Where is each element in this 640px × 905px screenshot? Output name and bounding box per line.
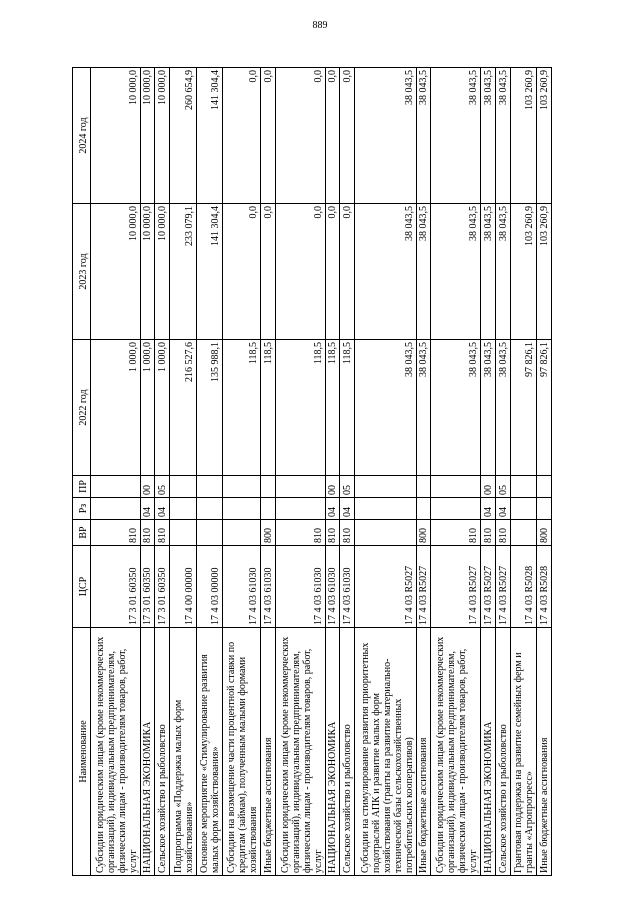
cell-csr: 17 4 03 R5027 [355,546,416,628]
cell-csr: 17 4 03 61030 [275,546,325,628]
cell-2023: 141 304,4 [196,204,222,340]
table-row [537,68,552,876]
cell-vr [196,520,222,546]
cell-name: Иные бюджетные ассигнования [416,628,431,876]
cell-2023: 10 000,0 [140,204,155,340]
cell-2023: 38 043,5 [355,204,416,340]
table-row [325,68,340,876]
cell-2024: 38 043,5 [416,68,431,204]
cell-name: Иные бюджетные ассигнования [537,628,552,876]
cell-rz: 04 [340,498,355,520]
cell-rz [170,498,196,520]
cell-rz [196,498,222,520]
cell-2022: 38 043,5 [416,340,431,476]
cell-name: НАЦИОНАЛЬНАЯ ЭКОНОМИКА [481,628,496,876]
cell-name: Субсидии юридическим лицам (кроме некоммерческих организаций), индивидуальным предпринимателям, физическим лицам - производителям товаров, работ, услуг [91,628,141,876]
cell-vr [355,520,416,546]
cell-name: Сельское хозяйство и рыболовство [340,628,355,876]
cell-2023: 233 079,1 [170,204,196,340]
cell-pr [170,476,196,498]
cell-pr [223,476,261,498]
cell-2024: 10 000,0 [91,68,141,204]
cell-2022: 118,5 [275,340,325,476]
table-row [431,68,481,876]
header-2024: 2024 год [73,68,91,204]
cell-pr [537,476,552,498]
cell-csr: 17 4 03 61030 [261,546,276,628]
cell-csr: 17 4 03 R5027 [431,546,481,628]
cell-2024: 38 043,5 [495,68,510,204]
cell-pr: 00 [140,476,155,498]
cell-vr: 810 [325,520,340,546]
cell-rz [223,498,261,520]
header-pr: ПР [73,476,91,498]
cell-2024: 0,0 [223,68,261,204]
cell-2024: 38 043,5 [355,68,416,204]
cell-vr: 810 [481,520,496,546]
cell-rz: 04 [325,498,340,520]
cell-rz [416,498,431,520]
cell-name: НАЦИОНАЛЬНАЯ ЭКОНОМИКА [140,628,155,876]
cell-2024: 103 260,9 [510,68,536,204]
cell-csr: 17 4 00 00000 [170,546,196,628]
table-row [155,68,170,876]
cell-name: НАЦИОНАЛЬНАЯ ЭКОНОМИКА [325,628,340,876]
cell-vr: 800 [261,520,276,546]
cell-2022: 135 988,1 [196,340,222,476]
cell-pr: 00 [325,476,340,498]
cell-2024: 260 654,9 [170,68,196,204]
cell-vr: 810 [495,520,510,546]
table-row [275,68,325,876]
cell-name: Субсидии на возмещение части процентной ставки по кредитам (займам), полученным малыми формами хозяйствования [223,628,261,876]
table-row [510,68,536,876]
header-rz: Рз [73,498,91,520]
table-row [223,68,261,876]
cell-2024: 0,0 [261,68,276,204]
cell-csr: 17 4 03 R5027 [416,546,431,628]
cell-rz: 04 [140,498,155,520]
cell-csr: 17 4 03 61030 [223,546,261,628]
cell-2022: 38 043,5 [431,340,481,476]
cell-2024: 38 043,5 [431,68,481,204]
header-name: Наименование [73,628,91,876]
cell-2022: 38 043,5 [495,340,510,476]
table-row [481,68,496,876]
cell-2024: 0,0 [340,68,355,204]
cell-2022: 118,5 [223,340,261,476]
page-number: 889 [312,20,328,31]
cell-rz [275,498,325,520]
cell-vr: 810 [91,520,141,546]
cell-rz: 04 [481,498,496,520]
cell-csr: 17 3 01 60350 [140,546,155,628]
cell-2022: 97 826,1 [510,340,536,476]
cell-2022: 118,5 [261,340,276,476]
table-row [140,68,155,876]
cell-2023: 10 000,0 [91,204,141,340]
cell-vr: 810 [275,520,325,546]
cell-2023: 10 000,0 [155,204,170,340]
cell-rz [431,498,481,520]
cell-pr: 00 [481,476,496,498]
cell-rz: 04 [495,498,510,520]
cell-pr [196,476,222,498]
cell-2024: 0,0 [325,68,340,204]
cell-name: Подпрограмма «Поддержка малых форм хозяйствования» [170,628,196,876]
cell-name: Сельское хозяйство и рыболовство [495,628,510,876]
cell-rz [510,498,536,520]
cell-name: Иные бюджетные ассигнования [261,628,276,876]
cell-2022: 216 527,6 [170,340,196,476]
cell-2022: 118,5 [340,340,355,476]
cell-vr: 800 [416,520,431,546]
cell-2024: 141 304,4 [196,68,222,204]
cell-rz [355,498,416,520]
cell-pr [261,476,276,498]
cell-2023: 38 043,5 [481,204,496,340]
cell-pr: 05 [155,476,170,498]
table-row [355,68,416,876]
table-row [340,68,355,876]
cell-pr [510,476,536,498]
cell-2023: 0,0 [340,204,355,340]
cell-2024: 10 000,0 [140,68,155,204]
cell-2022: 1 000,0 [140,340,155,476]
header-vr: ВР [73,520,91,546]
cell-2024: 38 043,5 [481,68,496,204]
cell-csr: 17 3 01 60350 [91,546,141,628]
cell-rz [537,498,552,520]
cell-name: Грантовая поддержка на развитие семейных ферм и гранты «Агропрогресс» [510,628,536,876]
cell-name: Субсидии юридическим лицам (кроме некоммерческих организаций), индивидуальным предпринимателям, физическим лицам - производителям товаров, работ, услуг [275,628,325,876]
cell-name: Субсидии на стимулирование развития приоритетных подотраслей АПК и развитие малых форм хозяйствования (гранты на развитие материально-технической базы сельскохозяйственных потребительских кооперативов) [355,628,416,876]
cell-2023: 38 043,5 [416,204,431,340]
cell-2023: 0,0 [261,204,276,340]
cell-2024: 0,0 [275,68,325,204]
cell-2022: 38 043,5 [355,340,416,476]
table-header-row [73,68,91,876]
cell-2023: 0,0 [223,204,261,340]
cell-pr: 05 [495,476,510,498]
cell-2023: 103 260,9 [537,204,552,340]
cell-2022: 118,5 [325,340,340,476]
table-row [261,68,276,876]
cell-vr: 810 [431,520,481,546]
cell-name: Основное мероприятие «Стимулирование развития малых форм хозяйствования» [196,628,222,876]
cell-csr: 17 4 03 R5028 [537,546,552,628]
cell-2023: 0,0 [325,204,340,340]
cell-csr: 17 4 03 R5027 [481,546,496,628]
cell-2022: 1 000,0 [155,340,170,476]
cell-2022: 1 000,0 [91,340,141,476]
cell-vr [510,520,536,546]
cell-vr [223,520,261,546]
cell-csr: 17 4 03 61030 [325,546,340,628]
cell-vr: 800 [537,520,552,546]
cell-vr: 810 [340,520,355,546]
cell-2022: 97 826,1 [537,340,552,476]
cell-csr: 17 4 03 61030 [340,546,355,628]
budget-table [72,67,552,876]
cell-rz [91,498,141,520]
header-2023: 2023 год [73,204,91,340]
cell-pr [355,476,416,498]
cell-2022: 38 043,5 [481,340,496,476]
cell-pr [275,476,325,498]
cell-name: Сельское хозяйство и рыболовство [155,628,170,876]
header-2022: 2022 год [73,340,91,476]
cell-name: Субсидии юридическим лицам (кроме некоммерческих организаций), индивидуальным предпринимателям, физическим лицам - производителям товаров, работ, услуг [431,628,481,876]
cell-2023: 38 043,5 [431,204,481,340]
cell-rz [261,498,276,520]
cell-csr: 17 4 03 00000 [196,546,222,628]
cell-rz: 04 [155,498,170,520]
cell-csr: 17 4 03 R5028 [510,546,536,628]
cell-vr [170,520,196,546]
cell-pr: 05 [340,476,355,498]
table-row [170,68,196,876]
cell-vr: 810 [140,520,155,546]
cell-2023: 0,0 [275,204,325,340]
table-row [91,68,141,876]
cell-csr: 17 4 03 R5027 [495,546,510,628]
cell-2023: 103 260,9 [510,204,536,340]
cell-2024: 10 000,0 [155,68,170,204]
cell-2023: 38 043,5 [495,204,510,340]
cell-2024: 103 260,9 [537,68,552,204]
cell-pr [416,476,431,498]
table-rotated-wrapper [72,68,552,876]
table-row [416,68,431,876]
table-row [495,68,510,876]
cell-pr [91,476,141,498]
cell-pr [431,476,481,498]
cell-vr: 810 [155,520,170,546]
table-body [91,68,552,876]
header-csr: ЦСР [73,546,91,628]
table-row [196,68,222,876]
cell-csr: 17 3 01 60350 [155,546,170,628]
